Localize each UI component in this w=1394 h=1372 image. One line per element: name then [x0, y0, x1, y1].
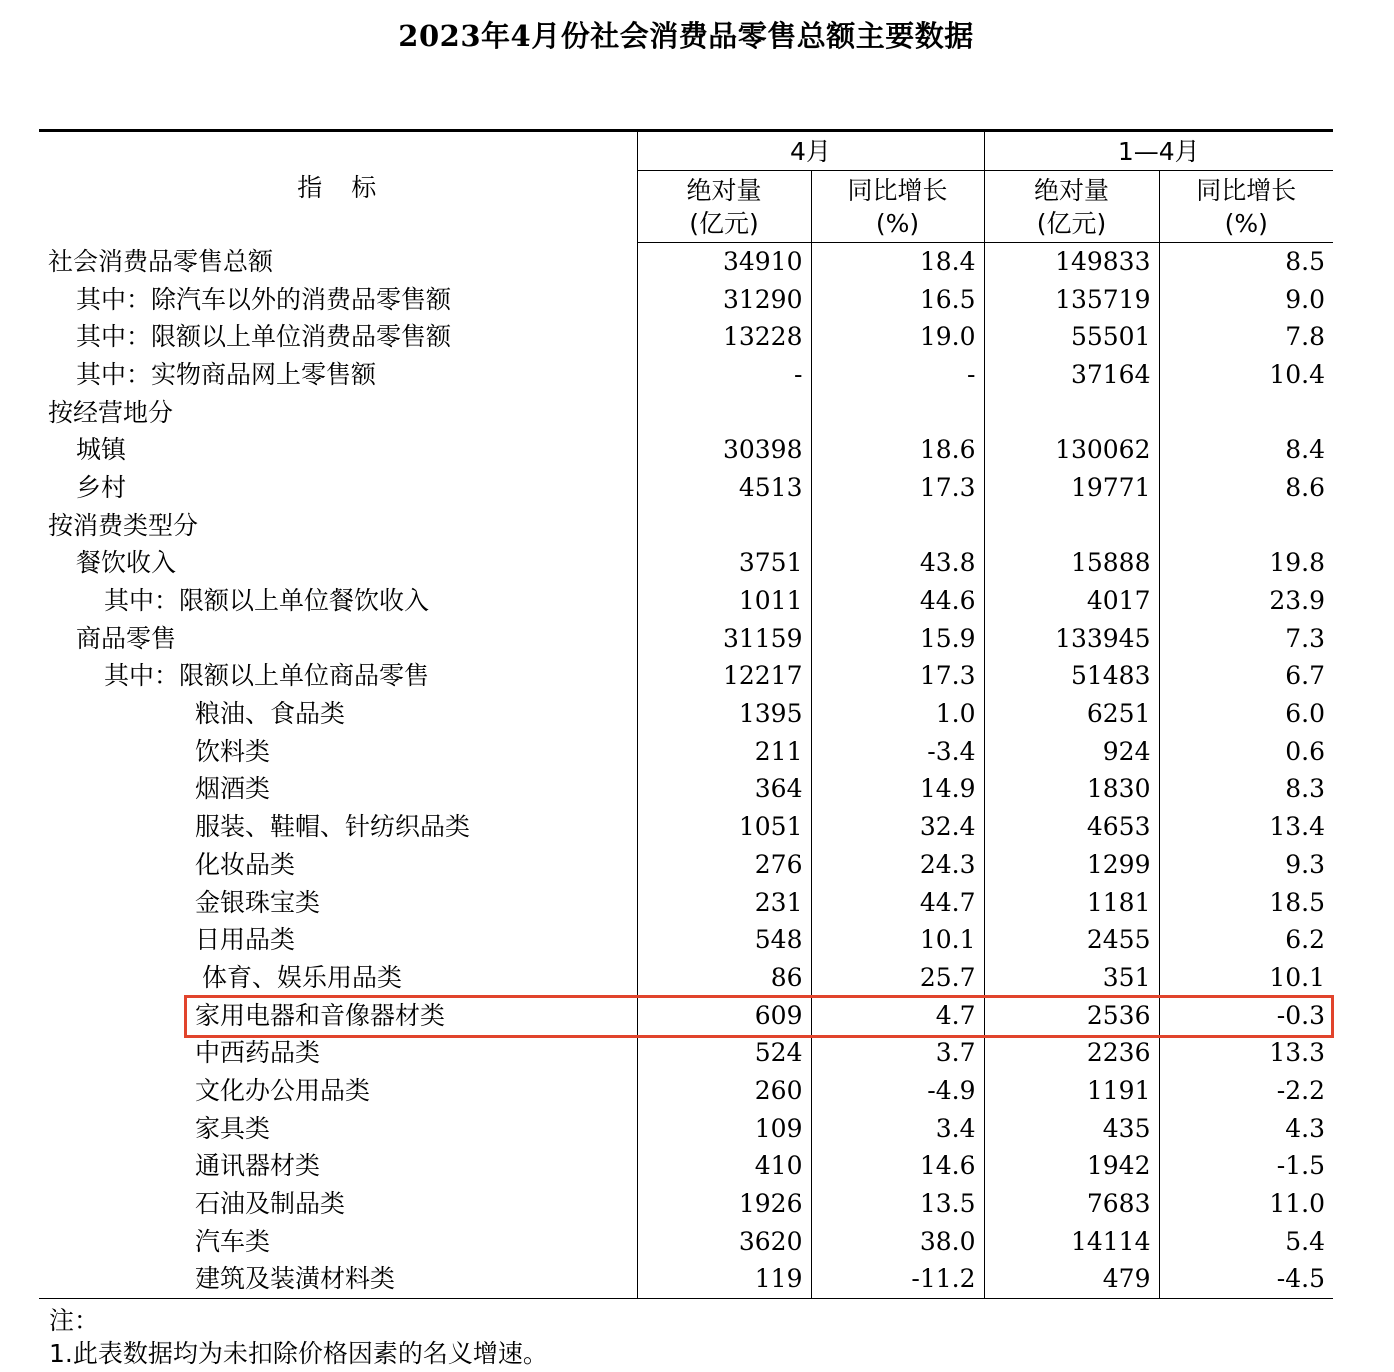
april-yoy-cell: 18.4	[811, 243, 984, 281]
ytd-yoy-cell: 0.6	[1285, 736, 1325, 766]
april-yoy-cell: 44.7	[811, 884, 984, 922]
april-absolute-cell: 260	[637, 1072, 811, 1110]
table-row	[39, 658, 1333, 696]
ytd-yoy-cell: -4.5	[1159, 1261, 1333, 1299]
ytd-yoy-cell: 23.9	[1269, 586, 1325, 616]
april-yoy-cell: 10.1	[811, 921, 984, 959]
april-yoy-cell	[811, 394, 984, 432]
table-row	[39, 884, 1333, 922]
april-yoy-cell: 17.3	[811, 469, 984, 507]
april-absolute-cell: 609	[637, 997, 811, 1035]
ytd-absolute-cell: 55501	[984, 318, 1159, 356]
table-row	[39, 1072, 1333, 1110]
header-group-jan-apr: 1—4月	[984, 131, 1333, 171]
ytd-absolute-cell: 130062	[984, 431, 1159, 469]
retail-sales-table	[39, 129, 1333, 1299]
ytd-yoy-cell: 8.3	[1285, 774, 1325, 804]
ytd-yoy-cell	[1159, 394, 1333, 432]
april-absolute-cell: 31290	[637, 281, 811, 319]
ytd-absolute-cell: 435	[984, 1110, 1159, 1148]
april-absolute-cell: 4513	[637, 469, 811, 507]
table-row	[39, 469, 1333, 507]
ytd-absolute-cell: 1830	[984, 771, 1159, 809]
april-absolute-cell: 86	[637, 959, 811, 997]
ytd-absolute-cell: 2536	[984, 997, 1159, 1035]
april-absolute-cell: -	[637, 356, 811, 394]
row-label: 餐饮收入	[39, 545, 637, 583]
ytd-yoy-cell: 7.8	[1285, 322, 1325, 352]
ytd-yoy-cell: 9.3	[1285, 849, 1325, 879]
april-yoy-cell: -11.2	[811, 1261, 984, 1299]
row-label: 家用电器和音像器材类	[39, 997, 637, 1035]
ytd-yoy-cell: 5.4	[1285, 1226, 1325, 1256]
row-label: 其中：除汽车以外的消费品零售额	[39, 281, 637, 319]
april-yoy-cell: 13.5	[811, 1185, 984, 1223]
april-yoy-cell: -3.4	[811, 733, 984, 771]
ytd-absolute-cell: 1191	[984, 1072, 1159, 1110]
table-row	[39, 1261, 1333, 1299]
ytd-absolute-cell: 2236	[984, 1034, 1159, 1072]
april-absolute-cell: 1051	[637, 808, 811, 846]
ytd-yoy-cell: -1.5	[1276, 1151, 1325, 1181]
ytd-absolute-cell: 4653	[984, 808, 1159, 846]
header-group-april: 4月	[637, 131, 984, 171]
ytd-absolute-cell: 135719	[984, 281, 1159, 319]
notes-heading: 注：	[49, 1306, 100, 1335]
table-row	[39, 545, 1333, 583]
ytd-absolute-cell: 6251	[984, 695, 1159, 733]
ytd-yoy-cell: 19.8	[1269, 548, 1325, 578]
row-label: 中西药品类	[39, 1034, 637, 1072]
ytd-absolute-cell: 924	[984, 733, 1159, 771]
april-yoy-cell: 44.6	[811, 582, 984, 620]
ytd-absolute-cell: 2455	[984, 921, 1159, 959]
ytd-absolute-cell: 19771	[984, 469, 1159, 507]
table-row	[39, 394, 1333, 432]
row-label: 服装、鞋帽、针纺织品类	[39, 808, 637, 846]
row-label: 日用品类	[39, 921, 637, 959]
notes	[49, 1304, 548, 1370]
row-label: 通讯器材类	[39, 1148, 637, 1186]
ytd-yoy-cell: 7.3	[1285, 623, 1325, 653]
april-absolute-cell: 364	[637, 771, 811, 809]
april-absolute-cell: 1395	[637, 695, 811, 733]
ytd-yoy-cell: 6.0	[1285, 699, 1325, 729]
april-yoy-cell: 19.0	[811, 318, 984, 356]
row-label: 其中：实物商品网上零售额	[39, 356, 637, 394]
row-label: 按消费类型分	[39, 507, 637, 545]
april-absolute-cell: 548	[637, 921, 811, 959]
ytd-yoy-cell: 13.4	[1269, 812, 1325, 842]
ytd-yoy-cell: 18.5	[1269, 887, 1325, 917]
row-label: 家具类	[39, 1110, 637, 1148]
ytd-yoy-cell: 11.0	[1269, 1189, 1325, 1219]
page-title: 2023年4月份社会消费品零售总额主要数据	[398, 19, 974, 53]
april-absolute-cell: 109	[637, 1110, 811, 1148]
ytd-absolute-cell: 51483	[984, 658, 1159, 696]
table-row	[39, 808, 1333, 846]
april-yoy-cell: 14.6	[811, 1148, 984, 1186]
row-label: 其中：限额以上单位商品零售	[39, 658, 637, 696]
april-absolute-cell: 119	[637, 1261, 811, 1299]
table-row	[39, 582, 1333, 620]
ytd-absolute-cell: 1942	[984, 1148, 1159, 1186]
row-label: 城镇	[39, 431, 637, 469]
table-row	[39, 771, 1333, 809]
ytd-yoy-cell: -0.3	[1276, 1000, 1325, 1030]
ytd-yoy-cell: 8.5	[1285, 246, 1325, 276]
april-yoy-cell: 17.3	[811, 658, 984, 696]
table-row	[39, 1185, 1333, 1223]
row-label: 汽车类	[39, 1223, 637, 1261]
april-absolute-cell	[637, 394, 811, 432]
row-label: 文化办公用品类	[39, 1072, 637, 1110]
table-row	[39, 1223, 1333, 1261]
table-row	[39, 356, 1333, 394]
april-yoy-cell: 1.0	[811, 695, 984, 733]
april-absolute-cell: 211	[637, 733, 811, 771]
ytd-yoy-cell: -2.2	[1276, 1075, 1325, 1105]
row-label: 金银珠宝类	[39, 884, 637, 922]
table-row	[39, 733, 1333, 771]
april-absolute-cell: 3751	[637, 545, 811, 583]
ytd-absolute-cell: 133945	[984, 620, 1159, 658]
row-label: 其中：限额以上单位消费品零售额	[39, 318, 637, 356]
april-absolute-cell: 1926	[637, 1185, 811, 1223]
row-label: 化妆品类	[39, 846, 637, 884]
ytd-yoy-cell: 10.4	[1269, 359, 1325, 389]
april-yoy-cell: -	[811, 356, 984, 394]
ytd-yoy-cell: 9.0	[1285, 284, 1325, 314]
header-row-groups	[39, 131, 1333, 171]
row-label: 饮料类	[39, 733, 637, 771]
april-yoy-cell: 14.9	[811, 771, 984, 809]
header-april-yoy: 同比增长 (%)	[811, 171, 984, 243]
ytd-yoy-cell: 6.7	[1285, 661, 1325, 691]
ytd-absolute-cell: 149833	[984, 243, 1159, 281]
april-yoy-cell: 43.8	[811, 545, 984, 583]
april-absolute-cell: 231	[637, 884, 811, 922]
april-absolute-cell	[637, 507, 811, 545]
ytd-absolute-cell: 351	[984, 959, 1159, 997]
header-indicator: 指 标	[39, 131, 637, 243]
ytd-yoy-cell: 13.3	[1269, 1038, 1325, 1068]
april-yoy-cell: 15.9	[811, 620, 984, 658]
april-absolute-cell: 12217	[637, 658, 811, 696]
ytd-absolute-cell	[984, 507, 1159, 545]
april-yoy-cell: 25.7	[811, 959, 984, 997]
april-absolute-cell: 31159	[637, 620, 811, 658]
april-absolute-cell: 524	[637, 1034, 811, 1072]
ytd-absolute-cell: 479	[984, 1261, 1159, 1299]
april-absolute-cell: 30398	[637, 431, 811, 469]
table-row	[39, 1034, 1333, 1072]
ytd-yoy-cell: 6.2	[1285, 925, 1325, 955]
table-row	[39, 620, 1333, 658]
table-row	[39, 1110, 1333, 1148]
april-yoy-cell: 18.6	[811, 431, 984, 469]
table-row	[39, 959, 1333, 997]
april-yoy-cell: 4.7	[811, 997, 984, 1035]
april-yoy-cell: 3.7	[811, 1034, 984, 1072]
ytd-yoy-cell: 8.4	[1285, 435, 1325, 465]
ytd-absolute-cell: 1299	[984, 846, 1159, 884]
row-label: 石油及制品类	[39, 1185, 637, 1223]
table-row	[39, 243, 1333, 281]
row-label: 体育、娱乐用品类	[39, 959, 637, 997]
april-absolute-cell: 34910	[637, 243, 811, 281]
table-row	[39, 846, 1333, 884]
table-row	[39, 997, 1333, 1035]
ytd-absolute-cell: 37164	[984, 356, 1159, 394]
april-absolute-cell: 13228	[637, 318, 811, 356]
table-row	[39, 318, 1333, 356]
ytd-yoy-cell: 4.3	[1285, 1113, 1325, 1143]
april-yoy-cell: 3.4	[811, 1110, 984, 1148]
ytd-yoy-cell: 8.6	[1285, 472, 1325, 502]
april-absolute-cell: 1011	[637, 582, 811, 620]
row-label: 烟酒类	[39, 771, 637, 809]
ytd-absolute-cell	[984, 394, 1159, 432]
ytd-yoy-cell: 10.1	[1269, 962, 1325, 992]
row-label: 商品零售	[39, 620, 637, 658]
april-absolute-cell: 3620	[637, 1223, 811, 1261]
april-absolute-cell: 276	[637, 846, 811, 884]
row-label: 社会消费品零售总额	[39, 243, 637, 281]
april-absolute-cell: 410	[637, 1148, 811, 1186]
ytd-absolute-cell: 7683	[984, 1185, 1159, 1223]
table-row	[39, 281, 1333, 319]
april-yoy-cell: -4.9	[811, 1072, 984, 1110]
ytd-absolute-cell: 15888	[984, 545, 1159, 583]
row-label: 建筑及装潢材料类	[39, 1261, 637, 1299]
table-body	[39, 243, 1333, 1299]
ytd-absolute-cell: 14114	[984, 1223, 1159, 1261]
ytd-absolute-cell: 4017	[984, 582, 1159, 620]
april-yoy-cell: 16.5	[811, 281, 984, 319]
april-yoy-cell: 38.0	[811, 1223, 984, 1261]
table-row	[39, 695, 1333, 733]
row-label: 粮油、食品类	[39, 695, 637, 733]
ytd-yoy-cell	[1159, 507, 1333, 545]
row-label: 其中：限额以上单位餐饮收入	[39, 582, 637, 620]
table-row	[39, 1148, 1333, 1186]
april-yoy-cell: 32.4	[811, 808, 984, 846]
table-row	[39, 921, 1333, 959]
april-yoy-cell	[811, 507, 984, 545]
header-april-absolute: 绝对量 (亿元)	[637, 171, 811, 243]
header-ytd-absolute: 绝对量 (亿元)	[984, 171, 1159, 243]
ytd-absolute-cell: 1181	[984, 884, 1159, 922]
april-yoy-cell: 24.3	[811, 846, 984, 884]
table-row	[39, 507, 1333, 545]
header-ytd-yoy: 同比增长 (%)	[1159, 171, 1333, 243]
note-item: 1.此表数据均为未扣除价格因素的名义增速。	[49, 1339, 548, 1368]
row-label: 乡村	[39, 469, 637, 507]
table-row	[39, 431, 1333, 469]
row-label: 按经营地分	[39, 394, 637, 432]
